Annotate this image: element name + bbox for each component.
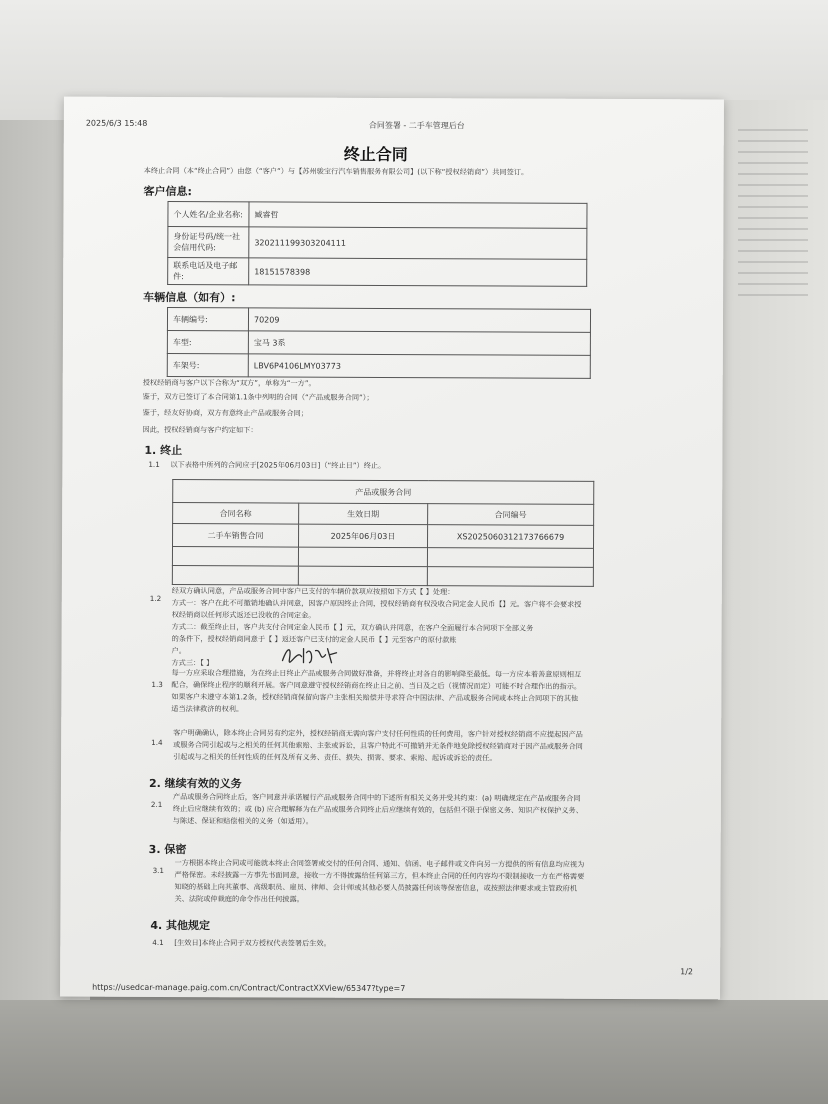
customer-contact-label: 联系电话及电子邮件: — [168, 258, 249, 285]
contract-list-table — [172, 479, 594, 587]
footer-url: https://usedcar-manage.paig.com.cn/Contract/ContractXXView/65347?type=7 — [92, 982, 406, 994]
vin-label: 车架号: — [167, 354, 248, 377]
table-row — [173, 503, 594, 526]
table-row — [167, 354, 590, 379]
recital-2: 鉴于，经友好协商，双方有意终止产品或服务合同； — [142, 407, 308, 418]
clause-1-2-text: 经双方确认同意，产品或服务合同中客户已支付的车辆价款项应按照如下方式【 】处理： 方式一：客户在此不可撤销地确认并同意，因客户原因终止合同，授权经销商有权没收合同定金人民币【】元。客户将不会要求授 权经销商以任何形式返还已没收的合同定金。 方式二：截至终止日，客户共支付合同定金人民币【 】元，双方确认并同意，在客户全面履行本合同项下全部义务 的条件下，授权经销商同意于【 】返还客户已支付的定金人民币【 】元至客户的原付款账 户。 方式三：【 】 — [171, 586, 582, 668]
parties-definition: 授权经销商与客户以下合称为“双方”，单称为“一方”。 — [142, 377, 316, 388]
table-row — [167, 331, 590, 356]
clause-3-1-number: 3.1 — [152, 865, 165, 876]
handwritten-signature — [279, 643, 339, 667]
clause-2-1-text: 产品或服务合同终止后，客户同意并承诺履行产品或服务合同中的下述所有相关义务并受其约束：(a) 明确规定在产品或服务合同 终止后应继续有效的；或 (b) 应合理解释为在产品或服务合同终止后应继续有效的，包括但不限于保密义务、知识产权保护义务、 与陈述、保证和赔偿相关的义务（如适用）。 — [172, 792, 583, 826]
customer-name-label: 个人姓名/企业名称: — [168, 202, 249, 227]
clause-1-4-number: 1.4 — [151, 737, 163, 748]
section-1-title: 1. 终止 — [144, 443, 183, 458]
customer-info-heading: 客户信息: — [143, 184, 192, 199]
table-row — [173, 480, 594, 505]
clause-3-1-text: 一方根据本终止合同或可能就本终止合同签署或交付的任何合同、通知、信函、电子邮件或文件向另一方提供的所有信息均应视为 严格保密。未经披露一方事先书面同意，接收一方不得披露给任何第三方，但本终止合同的任何内容均不限制接收一方在严格需要 知晓的基础上向其董事、高级职员、雇员、律师、会计师或其他必要人员披露任何该等保密信息，或按照法律要求或主管政府机 关、法院或仲裁庭的命令作出任何披露。 — [174, 858, 585, 904]
show-through-second-page — [730, 120, 828, 1020]
table-row — [173, 524, 594, 549]
vehicle-model-label: 车型: — [167, 331, 248, 354]
table-row — [168, 202, 587, 229]
agreement-lead: 因此，授权经销商与客户约定如下： — [142, 424, 258, 435]
clause-1-1-text: 以下表格中所列的合同应于[2025年06月03日]（“终止日”）终止。 — [170, 460, 386, 470]
section-3-title: 3. 保密 — [148, 842, 187, 857]
clause-1-2-number: 1.2 — [149, 593, 162, 603]
page-number: 1/2 — [680, 967, 694, 977]
cell-contract-number: XS2025060312173766679 — [428, 525, 594, 549]
recital-1: 鉴于，双方已签订了本合同第1.1条中列明的合同（“产品或服务合同”）； — [142, 391, 374, 402]
clause-1-3-number: 1.3 — [151, 679, 163, 690]
section-2-title: 2. 继续有效的义务 — [148, 776, 242, 791]
vehicle-info-heading: 车辆信息（如有）: — [143, 290, 236, 305]
table-row — [168, 258, 587, 287]
column-header-contract-name: 合同名称 — [173, 503, 299, 525]
column-header-effective-date: 生效日期 — [299, 503, 428, 525]
clause-4-1-number: 4.1 — [152, 937, 164, 948]
vehicle-model-value: 宝马 3系 — [248, 331, 590, 355]
vehicle-number-label: 车辆编号: — [167, 308, 248, 331]
document-title: 终止合同 — [343, 144, 408, 165]
customer-id-label: 身份证号码/统一社会信用代码: — [168, 227, 249, 258]
contract-table-caption: 产品或服务合同 — [173, 480, 594, 505]
table-row — [172, 566, 593, 587]
section-4-title: 4. 其他规定 — [150, 918, 211, 933]
vehicle-number-value: 70209 — [248, 308, 590, 332]
clause-2-1-number: 2.1 — [150, 799, 163, 810]
table-row — [172, 547, 593, 568]
cell-effective-date: 2025年06月03日 — [299, 524, 428, 548]
print-header-title: 合同签署 - 二手车管理后台 — [368, 120, 465, 131]
clause-4-1-text: [生效日]本终止合同于双方授权代表签署后生效。 — [174, 938, 331, 948]
table-row — [168, 227, 587, 260]
vehicle-info-table — [167, 307, 591, 379]
print-date: 2025/6/3 15:48 — [85, 118, 148, 128]
customer-name-value: 臧睿哲 — [249, 202, 587, 228]
intro-paragraph: 本终止合同（本“终止合同”）由您（“客户”）与【苏州骏宝行汽车销售服务有限公司】(以下称“授权经销商”）共同签订。 — [143, 165, 529, 177]
printed-contract-page — [60, 97, 724, 1000]
cell-contract-name: 二手车销售合同 — [173, 524, 299, 548]
background-bottom — [0, 1000, 828, 1104]
customer-info-table — [167, 201, 587, 287]
table-row — [167, 308, 590, 333]
vin-value: LBV6P4106LMY03773 — [248, 354, 590, 378]
column-header-contract-number: 合同编号 — [428, 504, 594, 526]
clause-1-1-number: 1.1 — [148, 459, 160, 469]
clause-1-4-text: 客户明确确认，除本终止合同另有约定外，授权经销商无需向客户支付任何性质的任何费用，客户针对授权经销商不应提起因产品 或服务合同引起或与之相关的任何其他索赔、主张或诉讼，且客户特此不可撤销并无条件地免除授权经销商对于因产品或服务合同 引起或与之相关的任何性质的任何及所有义务、责任、损失、损害、要求、索赔、起诉或诉讼的责任。 — [173, 728, 583, 763]
customer-contact-value: 18151578398 — [249, 258, 587, 286]
customer-id-value: 320211199303204111 — [249, 227, 587, 259]
clause-1-3-text: 每一方应采取合理措施，为在终止日终止产品或服务合同做好准备，并将终止对各自的影响降至最低。每一方应本着善意原则相互 配合，确保终止程序的顺利开展。客户同意遵守授权经销商在终止日之前、当日及之后（视情况而定）可能不时合理作出的指示。 如果客户未遵守本第1.2条，授权经销商保留向客户主张相关赔偿并寻求符合中国法律、产品或服务合同或本终止合同项下的其他 适当法律救济的权利。 — [171, 668, 582, 714]
